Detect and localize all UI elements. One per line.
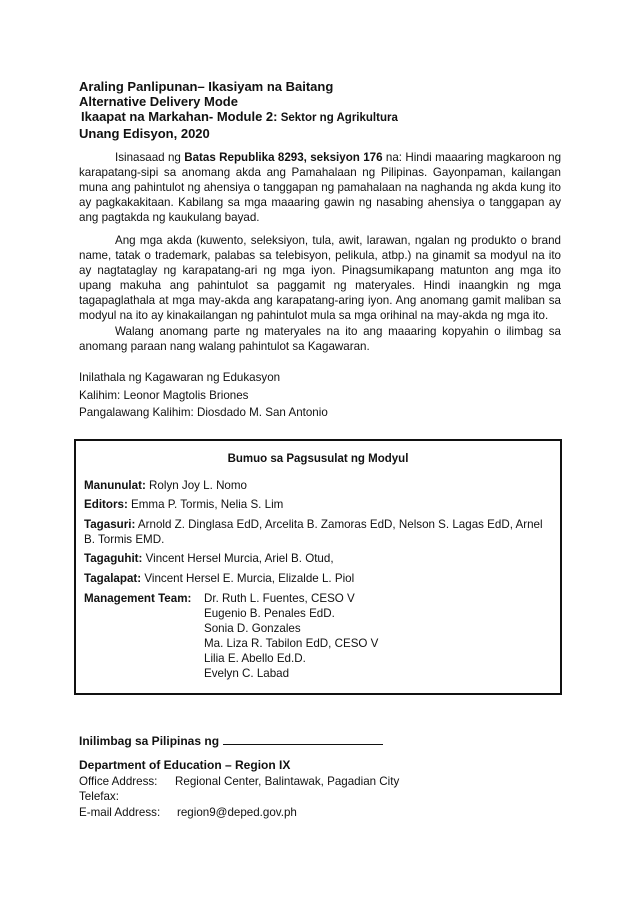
- management-names: [204, 591, 378, 681]
- quarter-module: [81, 109, 398, 126]
- writer-label: Manunulat:: [84, 479, 146, 492]
- editors-value: Emma P. Tormis, Nelia S. Lim: [127, 498, 284, 511]
- credits-title: Bumuo sa Pagsusulat ng Modyul: [227, 453, 409, 465]
- delivery-mode: Alternative Delivery Mode: [79, 94, 238, 109]
- credits-box: [74, 439, 562, 695]
- subject-title: Araling Panlipunan– Ikasiyam na Baitang: [79, 79, 334, 94]
- management-label: Management Team:: [84, 592, 192, 605]
- module-header: [79, 79, 398, 141]
- telefax-label: Telefax:: [79, 790, 119, 803]
- management-member: Eugenio B. Penales EdD.: [204, 607, 335, 620]
- email-value: region9@deped.gov.ph: [177, 805, 297, 819]
- copyright-paragraph-3: Walang anomang parte ng materyales na ito ang maaaring kopyahin o ilimbag sa anomang paraan nang walang pahintulot sa Kagawaran.: [79, 325, 561, 353]
- writer-value: Rolyn Joy L. Nomo: [145, 479, 247, 492]
- telefax-row: [79, 789, 399, 805]
- printed-by-label: Inilimbag sa Pilipinas ng: [79, 734, 220, 748]
- management-member: Ma. Liza R. Tabilon EdD, CESO V: [204, 637, 379, 650]
- undersecretary-line: Pangalawang Kalihim: Diosdado M. San Antonio: [79, 406, 328, 419]
- credit-illustrators: [84, 551, 546, 566]
- deped-contact: [79, 758, 399, 820]
- publisher-info: [79, 369, 328, 422]
- deped-region-name: Department of Education – Region IX: [79, 758, 291, 772]
- publisher-line: Inilathala ng Kagawaran ng Edukasyon: [79, 371, 281, 384]
- credit-layout: [84, 571, 546, 586]
- copyright-paragraph-1: [79, 150, 561, 225]
- email-row: [79, 805, 399, 821]
- credit-management-team: [84, 591, 546, 683]
- layout-label: Tagalapat:: [84, 572, 142, 585]
- office-address-label: Office Address:: [79, 774, 158, 788]
- printed-by: [79, 733, 383, 748]
- illustrators-label: Tagaguhit:: [84, 552, 143, 565]
- credit-reviewers: [84, 517, 546, 547]
- printer-blank-line: [223, 733, 383, 745]
- p1-body: na: Hindi maaaring magkaroon ng karapatang-sipi sa anomang akda ang Pamahalaan ng Pilipinas. Gayonpaman, kailangan muna ang pahintulot ng ahensiya o tanggapan ng pamahalaan na naghanda ng akda kung ito ay pagkakakitaan. Kabilang sa mga maaaring gawin ng nasabing ahensiya o tanggapan ay ang pagtakda ng kaukulang bayad.: [79, 151, 562, 224]
- office-address-value: Regional Center, Balintawak, Pagadian City: [175, 774, 400, 788]
- layout-value: Vincent Hersel E. Murcia, Elizalde L. Piol: [141, 572, 355, 585]
- credit-editors: [84, 497, 546, 512]
- secretary-line: Kalihim: Leonor Magtolis Briones: [79, 388, 249, 402]
- p1-intro: Isinasaad ng: [115, 151, 185, 164]
- management-member: Dr. Ruth L. Fuentes, CESO V: [204, 592, 355, 605]
- management-member: Evelyn C. Labad: [204, 667, 290, 680]
- management-member: Lilia E. Abello Ed.D.: [204, 652, 306, 665]
- office-address-row: [79, 774, 399, 790]
- law-reference: Batas Republika 8293, seksiyon 176: [184, 151, 383, 164]
- edition: Unang Edisyon, 2020: [79, 126, 210, 141]
- editors-label: Editors:: [84, 498, 128, 511]
- management-member: Sonia D. Gonzales: [204, 622, 301, 635]
- illustrators-value: Vincent Hersel Murcia, Ariel B. Otud,: [142, 552, 334, 565]
- quarter-module-label: Ikaapat na Markahan- Module 2:: [81, 109, 278, 124]
- module-subtitle: Sektor ng Agrikultura: [277, 112, 398, 124]
- credit-writer: [84, 478, 546, 493]
- copyright-paragraph-2: Ang mga akda (kuwento, seleksiyon, tula, awit, larawan, ngalan ng produkto o brand name, tatak o trademark, palabas sa telebisyon, pelikula, atbp.) na ginamit sa modyul na ito ay nagtataglay ng karapatang-ari ng mga iyon. Pinagsumikapang matunton ang mga ito upang makuha ang pahintulot sa paggamit ng materyales. Hindi inaangkin ng mga tagapaglathala at mga may-akda ang karapatang-aring iyon. Ang anomang gamit maliban sa modyul na ito ay kinakailangan ng pahintulot mula sa mga orihinal na may-akda ng mga ito.: [79, 234, 561, 322]
- reviewers-value: Arnold Z. Dinglasa EdD, Arcelita B. Zamoras EdD, Nelson S. Lagas EdD, Arnel B. Tormis EMD.: [84, 518, 543, 546]
- reviewers-label: Tagasuri:: [84, 518, 136, 531]
- email-label: E-mail Address:: [79, 805, 161, 819]
